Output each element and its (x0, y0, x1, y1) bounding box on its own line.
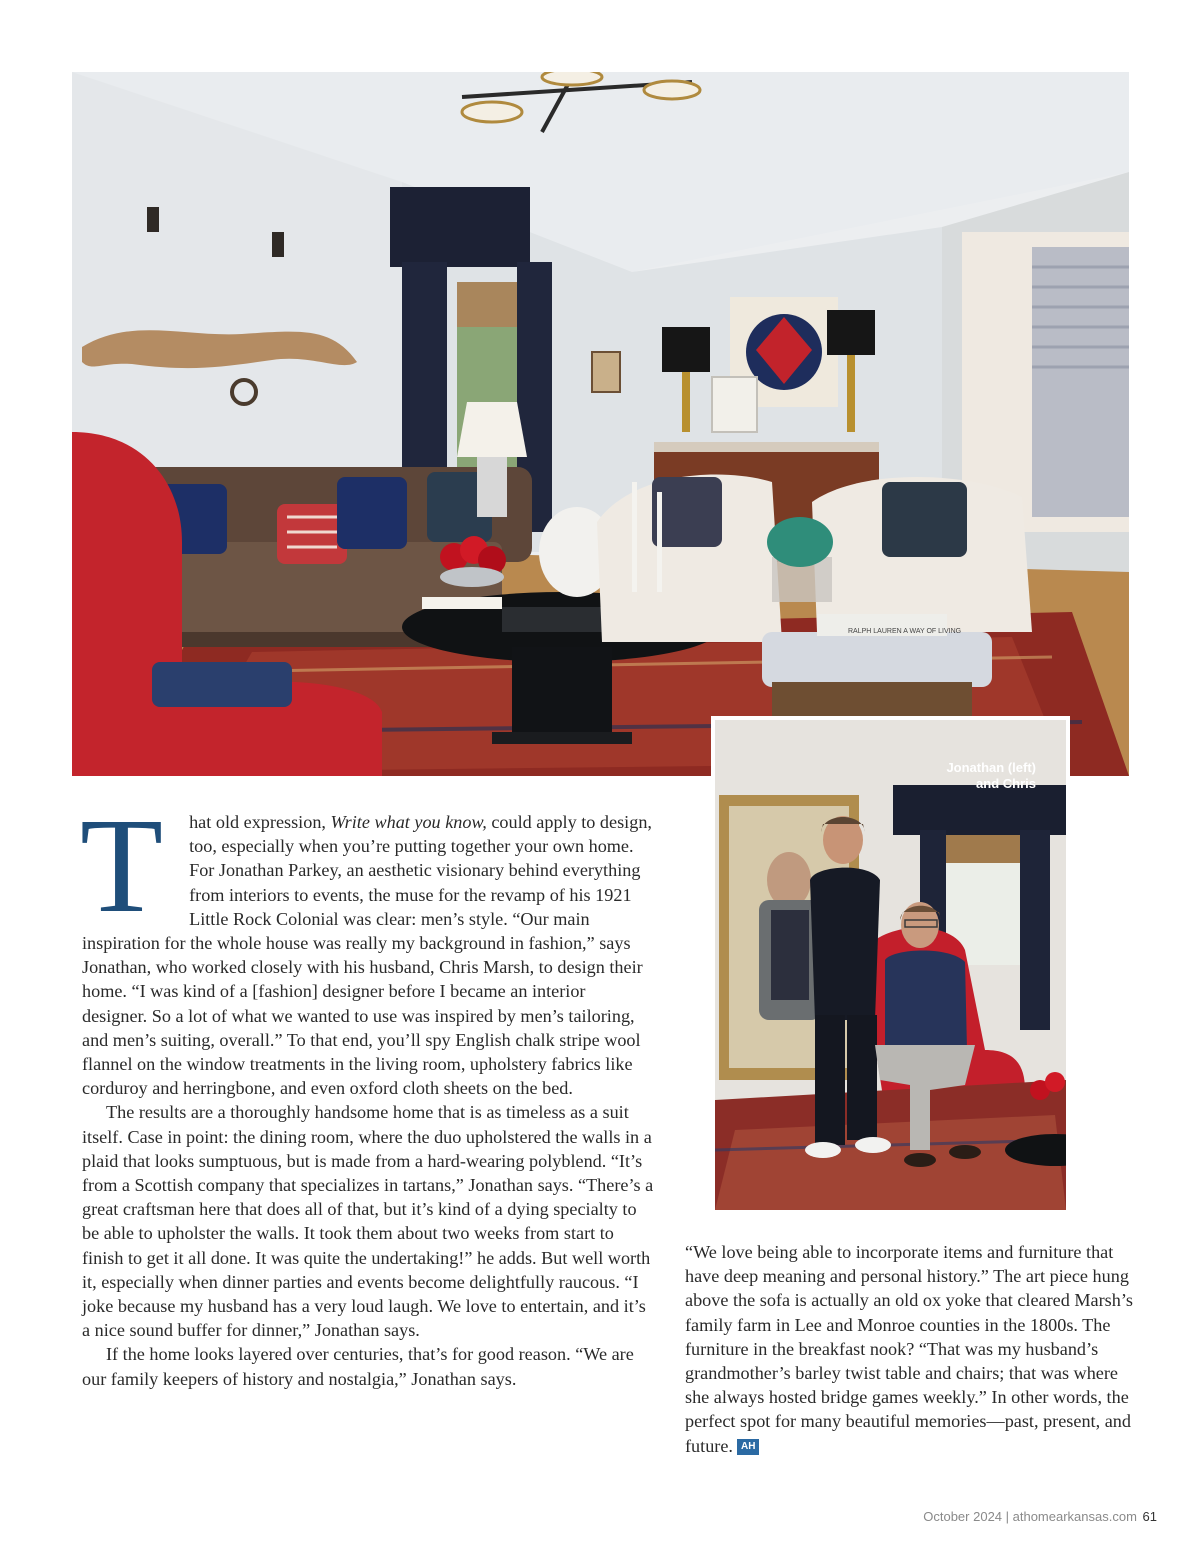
article-paragraph-4 (685, 1240, 1135, 1458)
end-mark-badge: AH (737, 1439, 759, 1455)
article-paragraph-2: The results are a thoroughly handsome home that is as timeless as a suit itself. Case in point: the dining room, where the duo upholstered the walls in a plaid that looks sumptuous, but is made from a hard-wearing polyblend. “It’s from a Scottish company that specializes in tartans,” Jonathan says. “There’s a great craftsman here that does all of that, but it’s kind of a dying specialty to be able to upholster the walls. It took them about two weeks from start to finish to get it all done. It was quite the undertaking!” he adds. But well worth it, especially when dinner parties and events become delightfully raucous. “I joke because my husband has a very loud laugh. We love to entertain, and it’s a nice sound buffer for dinner,” Jonathan says. (82, 1102, 654, 1341)
paragraph-1-italic-quote: Write what you know, (330, 812, 487, 832)
caption-line-2: and Chris (976, 776, 1036, 791)
article-right-column (685, 1240, 1135, 1458)
caption-line-1: Jonathan (left) (946, 760, 1036, 775)
paragraph-4-body: “We love being able to incorporate items and furniture that have deep meaning and personal history.” The art piece hung above the sofa is actually an old ox yoke that cleared Marsh’s family farm in Lee and Monroe counties in the 1800s. The furniture in the breakfast nook? “That was my husband’s grandmother’s barley twist table and chairs; that was where she always hosted bridge games weekly.” In other words, the perfect spot for many beautiful memories—past, present, and future. (685, 1242, 1133, 1456)
folio-text: October 2024 | athomearkansas.com (923, 1509, 1137, 1524)
paragraph-1-body: could apply to design, too, especially when you’re putting together your own home. For Jonathan Parkey, an aesthetic visionary behind everything from interiors to events, the muse for the revamp of his 1921 Little Rock Colonial was clear: men’s style. “Our main inspiration for the whole house was really my background in fashion,” says Jonathan, who worked closely with his husband, Chris Marsh, to design their home. “I was kind of a [fashion] designer before I became an interior designer. So a lot of what we wanted to use was inspired by men’s tailoring, and men’s suiting, overall.” To that end, you’ll spy English chalk stripe wool flannel on the window treatments in the living room, upholstery fabrics like corduroy and herringbone, and even oxford cloth sheets on the bed. (82, 812, 652, 1099)
article-paragraph-1 (80, 791, 654, 1100)
paragraph-1-intro: hat old expression, (189, 812, 331, 832)
couple-portrait-illustration (715, 720, 1066, 1210)
article-paragraph-3: If the home looks layered over centuries, that’s for good reason. “We are our family keepers of history and nostalgia,” Jonathan says. (82, 1344, 634, 1389)
article-left-column (80, 791, 654, 1391)
portrait-photo (711, 716, 1070, 1214)
page-folio (923, 1509, 1157, 1524)
photo-caption (946, 760, 1036, 792)
drop-cap: T (80, 791, 164, 941)
living-room-photo (72, 72, 1129, 776)
book-title: RALPH LAUREN A WAY OF LIVING (848, 628, 962, 635)
living-room-illustration (72, 72, 1129, 776)
page-number: 61 (1142, 1509, 1157, 1524)
